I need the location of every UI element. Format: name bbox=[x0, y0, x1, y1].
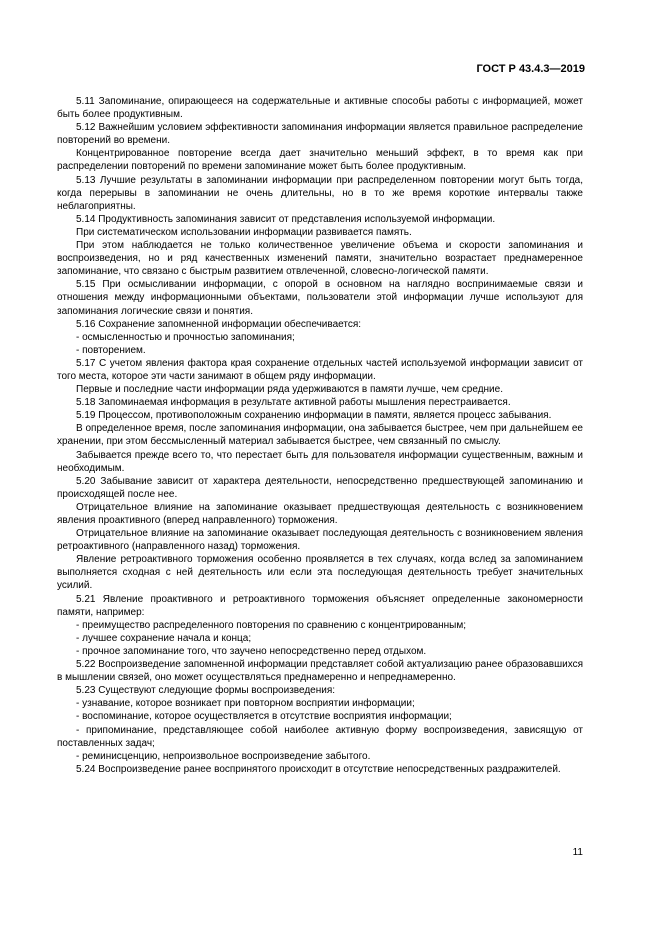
page-number: 11 bbox=[572, 847, 583, 858]
paragraph: При систематическом использовании информации развивается память. bbox=[76, 226, 412, 238]
list-item: - воспоминание, которое осуществляется в отсутствие восприятия информации; bbox=[76, 711, 452, 723]
list-item: - преимущество распределенного повторения по сравнению с концентрированным; bbox=[76, 619, 467, 631]
list-item: - прочное запоминание того, что заучено непосредственно перед отдыхом. bbox=[76, 645, 427, 657]
paragraph: 5.11 Запоминание, опирающееся на содержательные и активные способы работы с информацией, может быть более продуктивным. bbox=[57, 96, 583, 121]
paragraph: Отрицательное влияние на запоминание оказывает последующая деятельность с возникновением явления ретроактивного (направленного назад) торможения. bbox=[57, 528, 583, 553]
paragraph: 5.24 Воспроизведение ранее воспринятого происходит в отсутствие непосредственных раздражителей. bbox=[76, 763, 561, 775]
paragraph: 5.15 При осмысливании информации, с опорой в основном на наглядно воспринимаемые связи и отношения между информационными объектами, пользователи этой информации лучше используют для запоминания логические связи и понятия. bbox=[57, 279, 583, 317]
list-item: - узнавание, которое возникает при повторном восприятии информации; bbox=[76, 698, 415, 710]
paragraph: - припоминание, представляющее собой наиболее активную форму воспроизведения, зависящую от поставленных задач; bbox=[57, 724, 583, 749]
paragraph: При этом наблюдается не только количественное увеличение объема и скорости запоминания и воспроизведения, но и ряд качественных изменений памяти, значительно возрастает преднамеренное запоминание, что связано с быстрым развитием отвлеченной, словесно-логической памяти. bbox=[57, 240, 583, 278]
paragraph: В определенное время, после запоминания информации, она забывается быстрее, чем при дальнейшем ее хранении, при этом бессмысленный материал забывается быстрее, чем связанный по смыслу. bbox=[57, 423, 583, 448]
list-item: - осмысленностью и прочностью запоминания; bbox=[76, 331, 295, 343]
list-item: - повторением. bbox=[76, 344, 146, 356]
paragraph: 5.19 Процессом, противоположным сохранению информации в памяти, является процесс забывания. bbox=[76, 410, 552, 422]
list-item: - реминисценцию, непроизвольное воспроизведение забытого. bbox=[76, 750, 371, 762]
document-header: ГОСТ Р 43.4.3—2019 bbox=[476, 63, 585, 75]
paragraph: 5.13 Лучшие результаты в запоминании информации при распределенном повторении могут быть тогда, когда перерывы в запоминании не очень длительны, но в то же время короткие интервалы также неблагоприятны. bbox=[57, 174, 583, 212]
document-body bbox=[57, 95, 583, 776]
paragraph: Забывается прежде всего то, что перестает быть для пользователя информации существенным, важным и необходимым. bbox=[57, 449, 583, 474]
paragraph: 5.12 Важнейшим условием эффективности запоминания информации является правильное распределение повторений во времени. bbox=[57, 122, 583, 147]
paragraph: 5.21 Явление проактивного и ретроактивного торможения объясняет определенные закономерности памяти, например: bbox=[57, 593, 583, 618]
paragraph: 5.17 С учетом явления фактора края сохранение отдельных частей используемой информации зависит от того места, которое эти части занимают в общем ряду информации. bbox=[57, 357, 583, 382]
paragraph: Явление ретроактивного торможения особенно проявляется в тех случаях, когда вслед за запоминанием выполняется сходная с ней деятельность или если эта последующая деятельность требует значительных усилий. bbox=[57, 554, 583, 592]
paragraph: 5.23 Существуют следующие формы воспроизведения: bbox=[76, 685, 336, 697]
paragraph: 5.20 Забывание зависит от характера деятельности, непосредственно предшествующей запоминанию и происходящей после нее. bbox=[57, 475, 583, 500]
paragraph: Концентрированное повторение всегда дает значительно меньший эффект, в то время как при распределении повторений по времени запоминание может быть более продуктивным. bbox=[57, 148, 583, 173]
paragraph: 5.22 Воспроизведение запомненной информации представляет собой актуализацию ранее образовавшихся в мышлении связей, оно может осуществляться преднамеренно и непреднамеренно. bbox=[57, 659, 583, 684]
paragraph: Первые и последние части информации ряда удерживаются в памяти лучше, чем средние. bbox=[76, 384, 503, 396]
paragraph: Отрицательное влияние на запоминание оказывает предшествующая деятельность с возникновением явления проактивного (вперед направленного) торможения. bbox=[57, 501, 583, 526]
list-item: - лучшее сохранение начала и конца; bbox=[76, 632, 252, 644]
paragraph: 5.18 Запоминаемая информация в результате активной работы мышления перестраивается. bbox=[76, 397, 511, 409]
paragraph: 5.14 Продуктивность запоминания зависит от представления используемой информации. bbox=[76, 213, 496, 225]
paragraph: 5.16 Сохранение запомненной информации обеспечивается: bbox=[76, 318, 362, 330]
